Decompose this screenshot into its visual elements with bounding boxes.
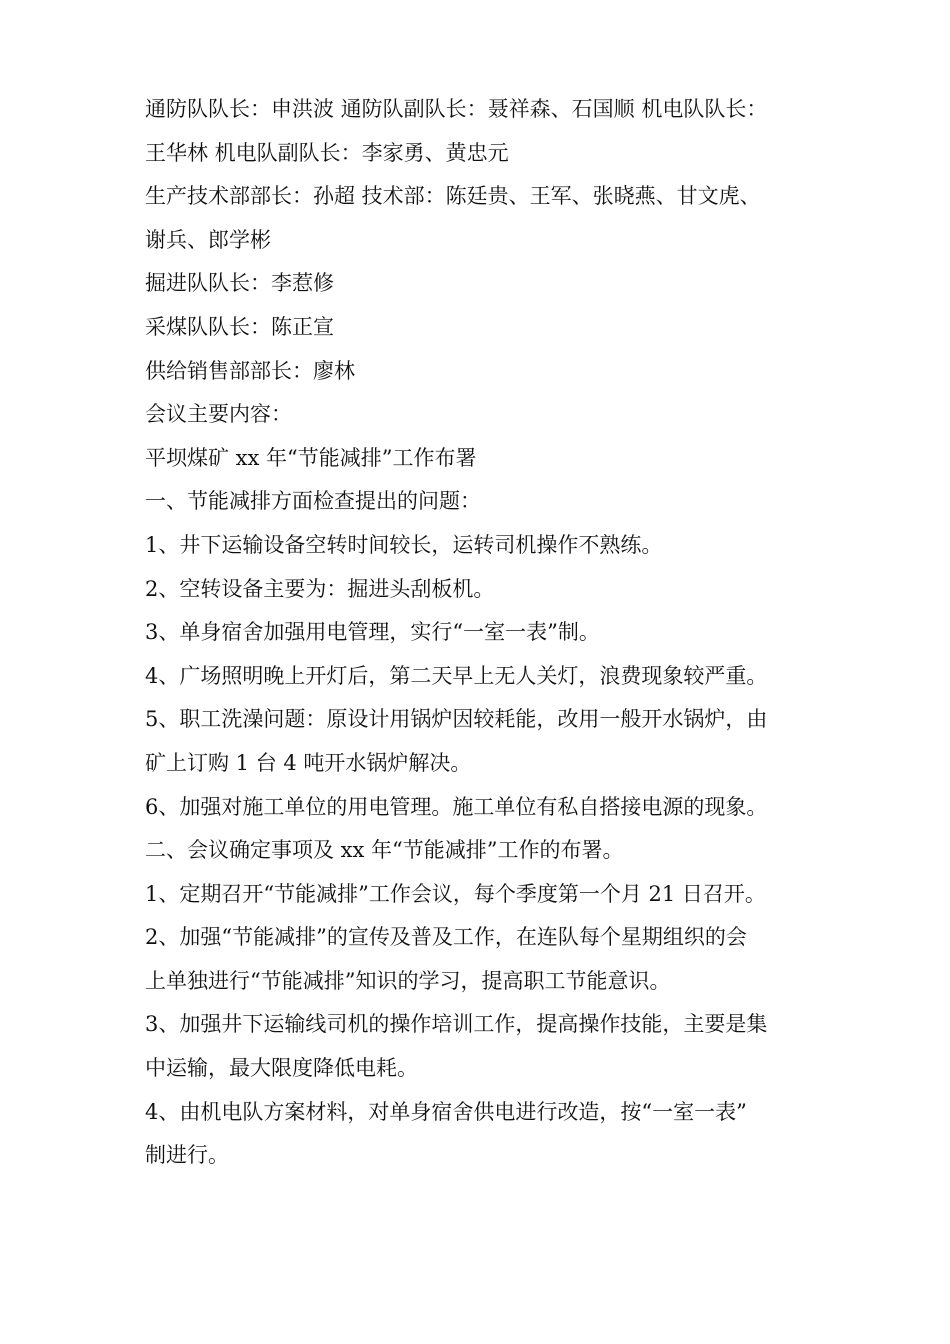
decision-item-3-cont: 中运输，最大限度降低电耗。	[145, 1056, 418, 1081]
text-line-2: 王华林 机电队副队长：李家勇、黄忠元	[145, 140, 509, 165]
decision-item-2-cont: 上单独进行“节能减排”知识的学习，提高职工节能意识。	[145, 968, 671, 993]
section-heading-issues: 一、节能减排方面检查提出的问题：	[145, 489, 481, 514]
issue-item-5: 5、职工洗澡问题：原设计用锅炉因较耗能，改用一般开水锅炉，由	[145, 707, 768, 732]
issue-item-2: 2、空转设备主要为：掘进头刮板机。	[145, 576, 495, 601]
document-subtitle: 平坝煤矿 xx 年“节能减排”工作布署	[145, 445, 477, 470]
section-heading-meeting-content: 会议主要内容：	[145, 402, 292, 427]
text-line-3: 生产技术部部长：孙超 技术部：陈廷贵、王军、张晓燕、甘文虎、	[145, 184, 761, 209]
text-line-7: 供给销售部部长：廖林	[145, 358, 355, 383]
decision-item-1: 1、定期召开“节能减排”工作会议，每个季度第一个月 21 日召开。	[145, 881, 766, 906]
decision-item-4-cont: 制进行。	[145, 1143, 229, 1168]
document-body	[145, 88, 825, 1178]
decision-item-4: 4、由机电队方案材料，对单身宿舍供电进行改造，按“一室一表”	[145, 1099, 747, 1124]
issue-item-1: 1、井下运输设备空转时间较长，运转司机操作不熟练。	[145, 532, 663, 557]
text-line-5: 掘进队队长：李惹修	[145, 271, 334, 296]
text-line-4: 谢兵、郎学彬	[145, 227, 271, 252]
text-line-1: 通防队队长：申洪波 通防队副队长：聂祥森、石国顺 机电队队长：	[145, 97, 768, 121]
issue-item-4: 4、广场照明晚上开灯后，第二天早上无人关灯，浪费现象较严重。	[145, 663, 768, 688]
issue-item-5-cont: 矿上订购 1 台 4 吨开水锅炉解决。	[145, 750, 472, 775]
text-line-6: 采煤队队长：陈正宣	[145, 314, 334, 339]
issue-item-3: 3、单身宿舍加强用电管理，实行“一室一表”制。	[145, 620, 600, 645]
decision-item-2: 2、加强“节能减排”的宣传及普及工作，在连队每个星期组织的会	[145, 925, 747, 950]
issue-item-6: 6、加强对施工单位的用电管理。施工单位有私自搭接电源的现象。	[145, 794, 768, 819]
decision-item-3: 3、加强井下运输线司机的操作培训工作，提高操作技能，主要是集	[145, 1012, 768, 1037]
section-heading-decisions: 二、会议确定事项及 xx 年“节能减排”工作的布署。	[145, 838, 624, 863]
